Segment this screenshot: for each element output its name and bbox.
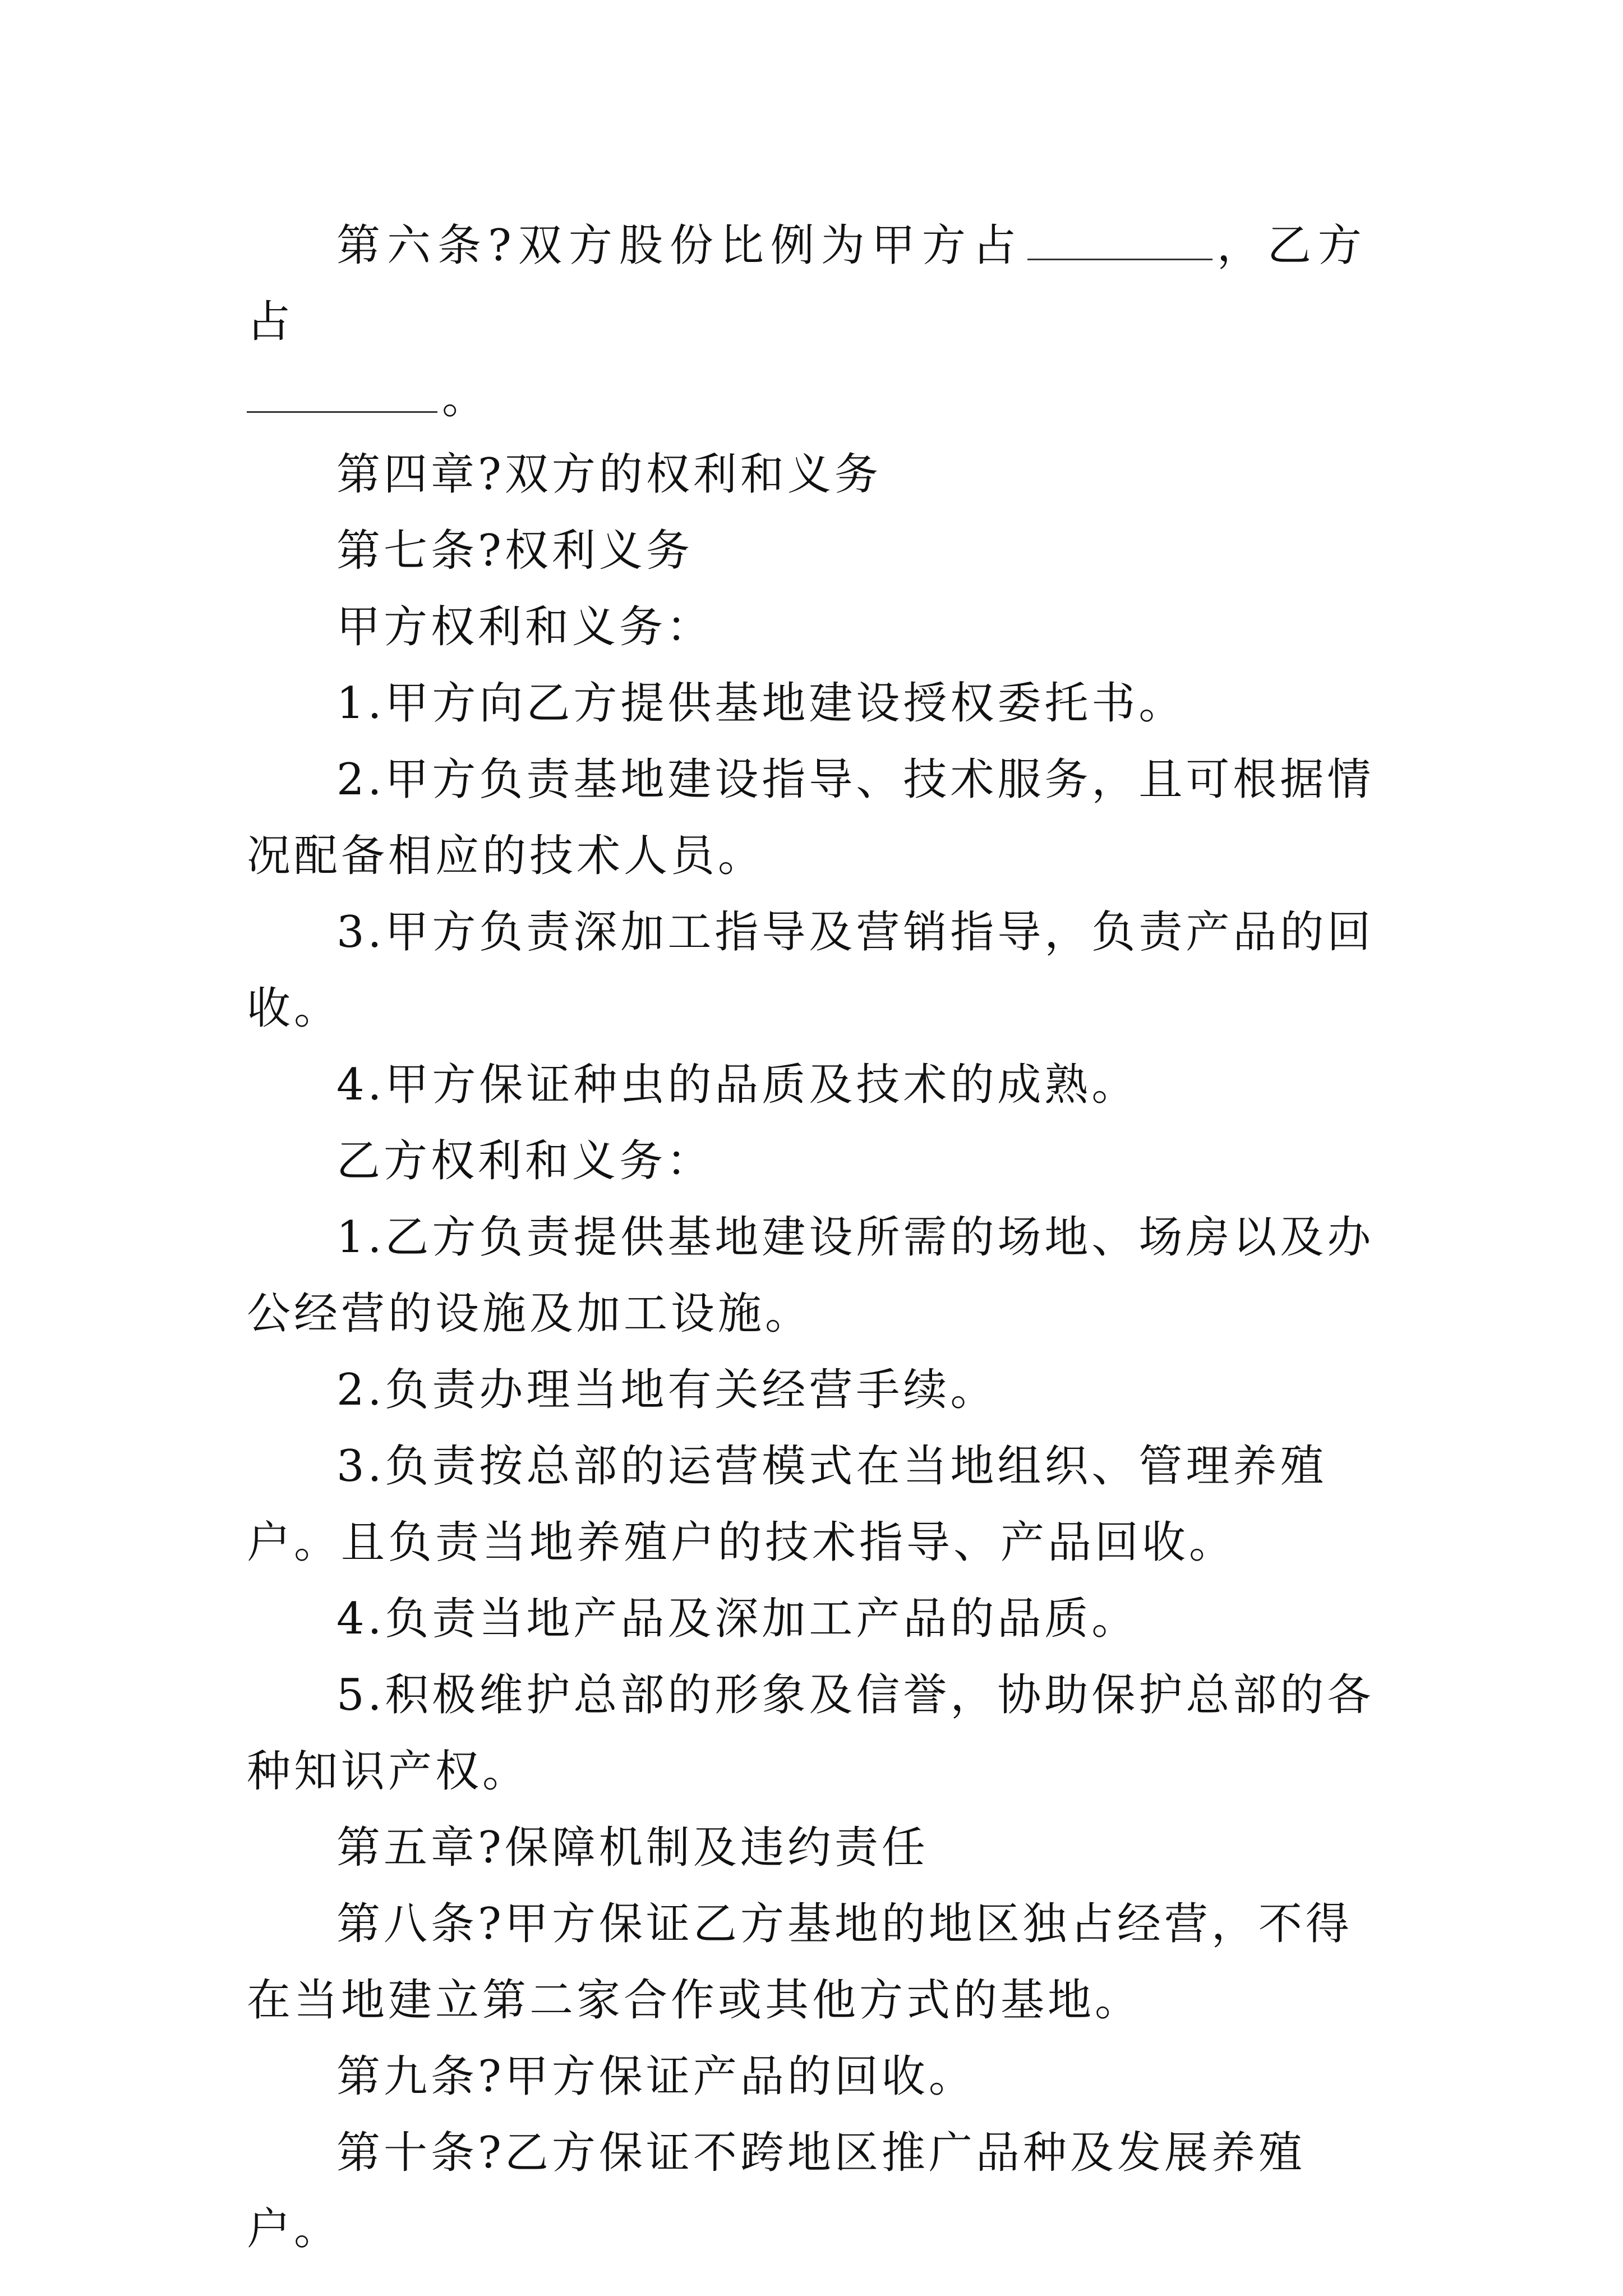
party-b-item-3: 3.负责按总部的运营模式在当地组织、管理养殖户。且负责当地养殖户的技术指导、产品回收。 (247, 1441, 1327, 1568)
document-body (247, 208, 1385, 2267)
party-b-item-4: 4.负责当地产品及深加工产品的品质。 (336, 1594, 1139, 1644)
party-a-item-2: 2.甲方负责基地建设指导、技术服务，且可根据情况配备相应的技术人员。 (247, 754, 1375, 881)
article-9: 第九条?甲方保证产品的回收。 (336, 2051, 976, 2102)
article-7-heading: 第七条?权利义务 (336, 526, 693, 576)
party-a-heading: 甲方权利和义务： (336, 602, 714, 652)
party-a-item-1: 1.甲方向乙方提供基地建设授权委托书。 (336, 678, 1186, 729)
party-b-item-5: 5.积极维护总部的形象及信誉，协助保护总部的各种知识产权。 (247, 1670, 1375, 1797)
chapter-4-heading: 第四章?双方的权利和义务 (336, 449, 882, 500)
article-8: 第八条?甲方保证乙方基地的地区独占经营，不得在当地建立第二家合作或其他方式的基地。 (247, 1899, 1353, 2026)
article-6-end: 。 (442, 373, 493, 424)
party-a-item-3: 3.甲方负责深加工指导及营销指导，负责产品的回收。 (247, 907, 1375, 1034)
chapter-5-heading: 第五章?保障机制及违约责任 (336, 1823, 929, 1873)
share-blank-party-a (1027, 214, 1212, 260)
party-b-item-1: 1.乙方负责提供基地建设所需的场地、场房以及办公经营的设施及加工设施。 (247, 1212, 1375, 1339)
party-b-item-2: 2.负责办理当地有关经营手续。 (336, 1365, 998, 1415)
share-blank-party-b (247, 366, 437, 413)
party-a-item-4: 4.甲方保证种虫的品质及技术的成熟。 (336, 1060, 1139, 1110)
party-b-heading: 乙方权利和义务： (336, 1136, 714, 1186)
article-6-mid: ，乙方占 (247, 220, 1368, 347)
article-10: 第十条?乙方保证不跨地区推广品种及发展养殖户。 (247, 2128, 1306, 2254)
article-6-paragraph (247, 208, 1385, 436)
article-6-lead: 第六条?双方股份比例为甲方占 (336, 220, 1023, 271)
